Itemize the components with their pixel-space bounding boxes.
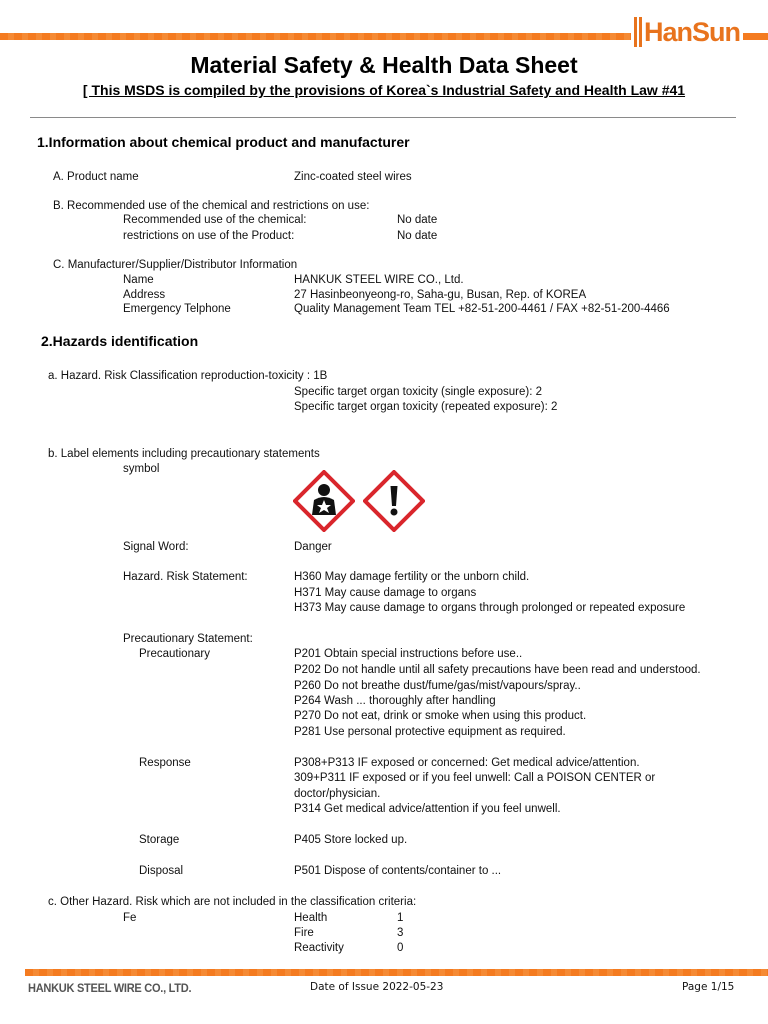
precaution-p270: P270 Do not eat, drink or smoke when using this product. [294,710,587,722]
header-stripe [0,33,640,40]
section-2-heading: 2.Hazards identification [41,333,199,349]
precaution-p201: P201 Obtain special instructions before use.. [294,648,523,660]
manufacturer-heading: C. Manufacturer/Supplier/Distributor Information [53,259,298,271]
hazard-statement-h373: H373 May cause damage to organs through prolonged or repeated exposure [294,602,686,614]
classification-extra-2: Specific target organ toxicity (repeated exposure): 2 [294,401,558,413]
restrictions-value: No date [397,230,438,242]
recommended-use-label: Recommended use of the chemical: [123,214,307,226]
label-elements-heading: b. Label elements including precautionary statements [48,448,320,460]
emergency-phone-value: Quality Management Team TEL +82-51-200-4461 / FAX +82-51-200-4466 [294,303,670,315]
name-value: HANKUK STEEL WIRE CO., Ltd. [294,274,464,286]
footer-company-logo: HANKUK STEEL WIRE CO., LTD. [28,981,192,995]
hansun-logo [631,14,743,50]
emergency-phone-label: Emergency Telphone [123,303,231,315]
address-value: 27 Hasinbeonyeong-ro, Saha-gu, Busan, Rep. of KOREA [294,289,587,301]
precaution-p281: P281 Use personal protective equipment as required. [294,726,566,738]
health-hazard-icon [293,470,355,532]
footer-date-of-issue: Date of Issue 2022-05-23 [310,981,444,993]
footer-stripe [25,969,768,976]
precaution-p260: P260 Do not breathe dust/fume/gas/mist/vapours/spray.. [294,680,581,692]
signal-word-value: Danger [294,541,332,553]
signal-word-label: Signal Word: [123,541,189,553]
logo-mark-icon [634,17,642,47]
rating-health-label: Health [294,912,328,924]
other-hazard-heading: c. Other Hazard. Risk which are not included in the classification criteria: [48,896,417,908]
disposal-label: Disposal [139,865,184,877]
document-title: Material Safety & Health Data Sheet [190,52,578,78]
classification-extra-1: Specific target organ toxicity (single exposure): 2 [294,386,543,398]
product-name-label: A. Product name [53,171,139,183]
hazard-statement-label: Hazard. Risk Statement: [123,571,248,583]
hazard-statement-h371: H371 May cause damage to organs [294,587,477,599]
response-p308: P308+P313 IF exposed or concerned: Get medical advice/attention. [294,757,640,769]
response-p311: 309+P311 IF exposed or if you feel unwell: Call a POISON CENTER or [294,772,656,784]
response-label: Response [139,757,191,769]
recommended-use-heading: B. Recommended use of the chemical and restrictions on use: [53,200,370,212]
rating-fire-value: 3 [397,927,404,939]
substance-name: Fe [123,912,137,924]
name-label: Name [123,274,154,286]
logo-text: HanSun [644,16,741,47]
precautionary-label: Precautionary [139,648,210,660]
precautionary-statement-label: Precautionary Statement: [123,633,253,645]
exclamation-mark-icon [363,470,425,532]
hazard-statement-h360: H360 May damage fertility or the unborn child. [294,571,530,583]
storage-value: P405 Store locked up. [294,834,408,846]
hazard-classification: a. Hazard. Risk Classification reproduction-toxicity : 1B [48,370,328,382]
rating-reactivity-value: 0 [397,942,404,954]
disposal-value: P501 Dispose of contents/container to ... [294,865,502,877]
symbol-label: symbol [123,463,160,475]
product-name-value: Zinc-coated steel wires [294,171,412,183]
recommended-use-value: No date [397,214,438,226]
section-1-heading: 1.Information about chemical product and manufacturer [37,134,410,150]
footer-page-number: Page 1/15 [682,981,735,993]
header-divider [30,117,736,118]
document-subtitle: [ This MSDS is compiled by the provisions of Korea`s Industrial Safety and Health Law #41 [82,82,686,98]
precaution-p264: P264 Wash ... thoroughly after handling [294,695,496,707]
precaution-p202: P202 Do not handle until all safety precautions have been read and understood. [294,664,701,676]
rating-fire-label: Fire [294,927,314,939]
address-label: Address [123,289,166,301]
header-stripe-right [742,33,768,40]
rating-health-value: 1 [397,912,404,924]
response-p311-cont: doctor/physician. [294,788,381,800]
storage-label: Storage [139,834,180,846]
response-p314: P314 Get medical advice/attention if you feel unwell. [294,803,561,815]
restrictions-label: restrictions on use of the Product: [123,230,295,242]
rating-reactivity-label: Reactivity [294,942,344,954]
